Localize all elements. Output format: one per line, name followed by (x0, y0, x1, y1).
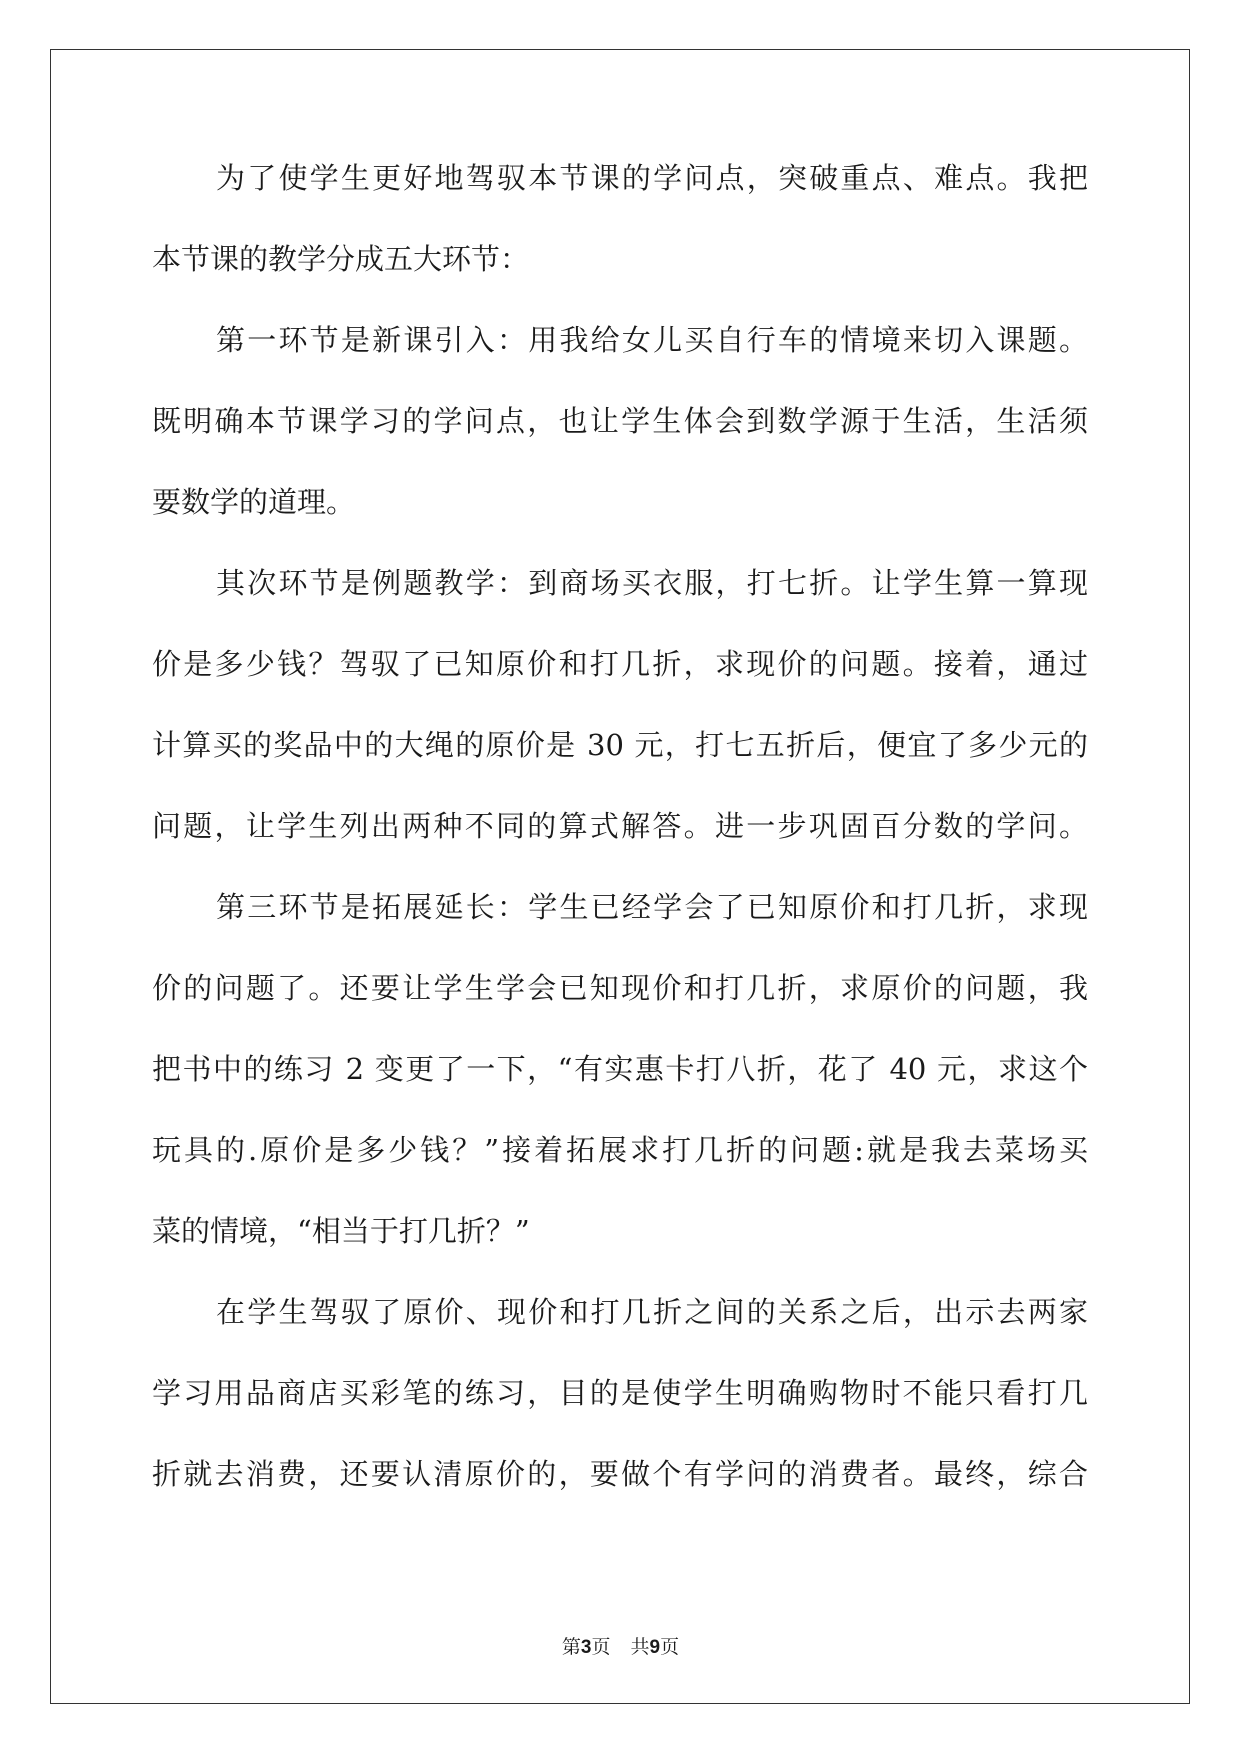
total-suffix: 页 (660, 1636, 680, 1658)
page-suffix: 页 (591, 1636, 611, 1658)
page-prefix: 第 (561, 1636, 581, 1658)
text-line: 要数学的道理。 (152, 485, 356, 519)
page-footer (0, 1632, 1241, 1659)
text-line: 价是多少钱？驾驭了已知原价和打几折，求现价的问题。接着，通过 (152, 647, 1088, 681)
text-line: 玩具的.原价是多少钱？”接着拓展求打几折的问题:就是我去菜场买 (152, 1133, 1088, 1167)
text-line: 为了使学生更好地驾驭本节课的学问点，突破重点、难点。我把 (216, 161, 1088, 195)
text-line: 价的问题了。还要让学生学会已知现价和打几折，求原价的问题，我 (152, 971, 1088, 1005)
text-line: 问题，让学生列出两种不同的算式解答。进一步巩固百分数的学问。 (152, 809, 1088, 843)
total-prefix: 共 (630, 1636, 650, 1658)
text-line: 把书中的练习 2 变更了一下，“有实惠卡打八折，花了 40 元，求这个 (152, 1052, 1088, 1086)
current-page-number: 3 (580, 1637, 592, 1658)
text-line: 本节课的教学分成五大环节： (152, 242, 530, 276)
text-line: 第一环节是新课引入：用我给女儿买自行车的情境来切入课题。 (216, 323, 1088, 357)
text-line: 其次环节是例题教学：到商场买衣服，打七折。让学生算一算现 (216, 566, 1088, 600)
text-line: 第三环节是拓展延长：学生已经学会了已知原价和打几折，求现 (216, 890, 1088, 924)
text-line: 计算买的奖品中的大绳的原价是 30 元，打七五折后，便宜了多少元的 (152, 728, 1088, 762)
document-body (152, 160, 1088, 1537)
text-line: 折就去消费，还要认清原价的，要做个有学问的消费者。最终，综合 (152, 1457, 1088, 1491)
total-page-number: 9 (649, 1637, 661, 1658)
text-line: 学习用品商店买彩笔的练习，目的是使学生明确购物时不能只看打几 (152, 1376, 1088, 1410)
text-line: 在学生驾驭了原价、现价和打几折之间的关系之后，出示去两家 (216, 1295, 1088, 1329)
text-line: 既明确本节课学习的学问点，也让学生体会到数学源于生活，生活须 (152, 404, 1088, 438)
text-line: 菜的情境，“相当于打几折？” (152, 1214, 530, 1248)
